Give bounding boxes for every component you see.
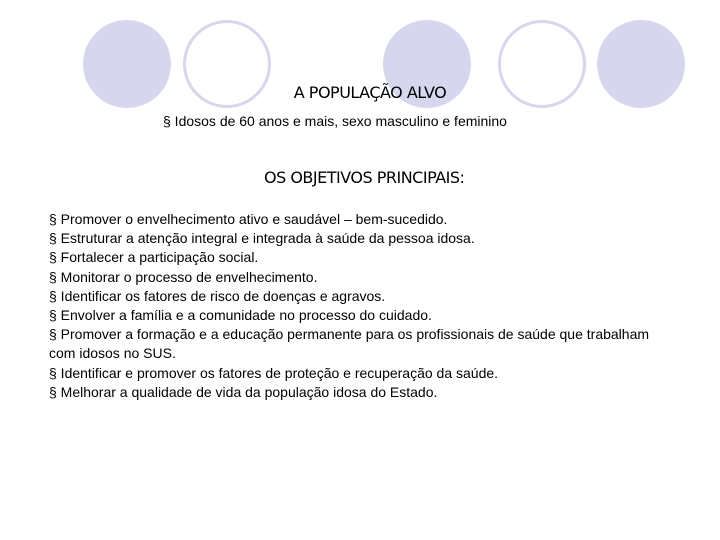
objectives-title: OS OBJETIVOS PRINCIPAIS: [264,168,465,187]
objective-item: § Promover a formação e a educação permanente para os profissionais de saúde que trabalham com idosos no SUS. [49,326,650,362]
population-item: § Idosos de 60 anos e mais, sexo masculino e feminino [163,113,507,129]
population-title: A POPULAÇÃO ALVO [293,83,447,102]
objective-item: § Fortalecer a participação social. [49,249,259,266]
objective-item: § Melhorar a qualidade de vida da população idosa do Estado. [49,383,438,400]
objective-item: § Identificar e promover os fatores de proteção e recuperação da saúde. [49,364,499,381]
objective-item: § Monitorar o processo de envelhecimento. [49,268,318,285]
objective-item: § Envolver a família e a comunidade no processo do cuidado. [49,307,432,324]
objective-item: § Identificar os fatores de risco de doenças e agravos. [49,287,386,304]
objective-item: § Estruturar a atenção integral e integrada à saúde da pessoa idosa. [49,230,475,247]
objective-item: § Promover o envelhecimento ativo e saudável – bem-sucedido. [49,211,448,227]
objectives-list [49,210,669,402]
